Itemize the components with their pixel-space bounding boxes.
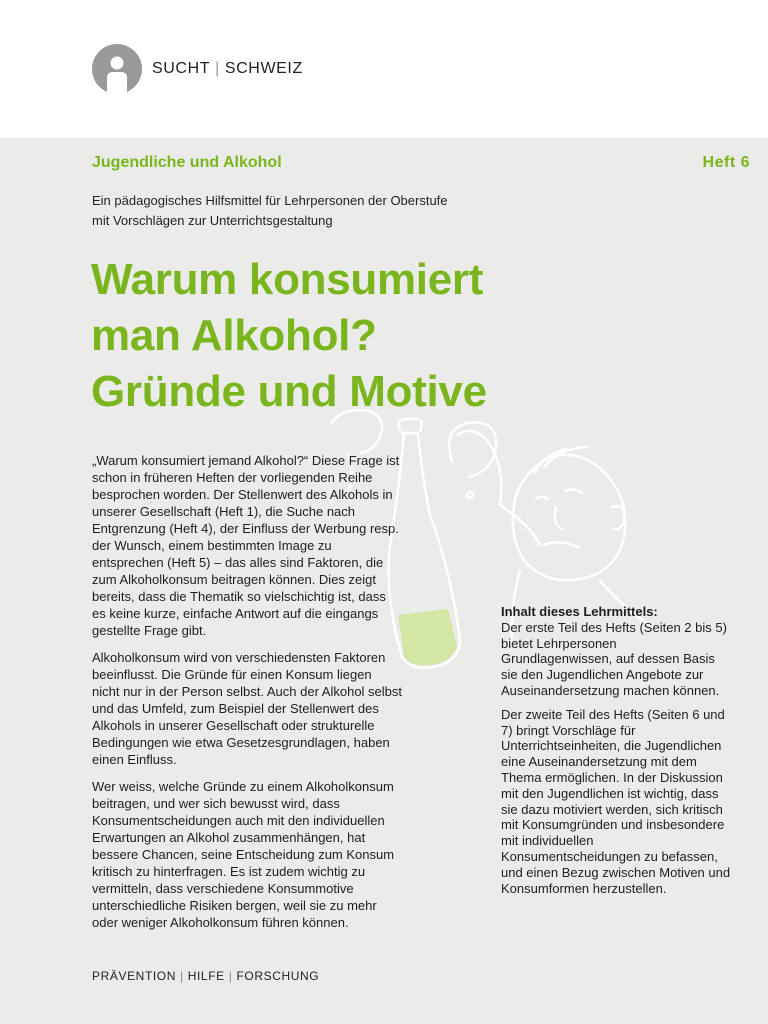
footer-separator-2: |	[228, 969, 233, 983]
footer-part-2: HILFE	[187, 969, 225, 983]
person-circle-icon	[92, 44, 142, 94]
sidebar-heading: Inhalt dieses Lehrmittels:	[501, 604, 658, 619]
sidebar-text-column	[501, 604, 731, 904]
sidebar-paragraph-1	[501, 604, 731, 699]
series-title: Jugendliche und Alkohol	[92, 154, 282, 171]
title-line-3: Gründe und Motive	[91, 367, 487, 416]
footer-separator-1: |	[180, 969, 184, 983]
footer-part-3: FORSCHUNG	[236, 969, 320, 983]
subtitle	[92, 191, 512, 231]
title-line-2: man Alkohol?	[91, 311, 377, 360]
page-header	[0, 0, 768, 138]
main-text-column	[92, 452, 402, 941]
footer-part-1: PRÄVENTION	[92, 969, 177, 983]
subtitle-line-1: Ein pädagogisches Hilfsmittel für Lehrpersonen der Oberstufe	[92, 193, 448, 208]
body-paragraph-2: Alkoholkonsum wird von verschiedensten Faktoren beeinflusst. Die Gründe für einen Konsum liegen nicht nur in der Person selbst. Auch der Alkohol selbst und das Umfeld, zum Beispiel der Stellenwert des Alkohols in unserer Gesellschaft oder strukturelle Bedingungen wie etwa Gesetzesgrundlagen, haben einen Einfluss.	[92, 650, 403, 767]
sidebar-paragraph-1-text: Der erste Teil des Hefts (Seiten 2 bis 5) bietet Lehrpersonen Grundlagenwissen, auf dessen Basis sie den Jugendlichen Angebote zur Auseinandersetzung machen können.	[501, 619, 727, 698]
body-paragraph-1: „Warum konsumiert jemand Alkohol?“ Diese Frage ist schon in früheren Heften der vorliegenden Reihe besprochen worden. Der Stellenwert des Alkohols in unserer Gesellschaft (Heft 1), die Suche nach Entgrenzung (Heft 4), der Einfluss der Werbung resp. der Wunsch, einem bestimmten Image zu entsprechen (Heft 5) – das alles sind Faktoren, die zum Alkoholkonsum beitragen können. Dies zeigt bereits, dass die Thematik so vielschichtig ist, dass es keine kurze, einfache Antwort auf die eingangs gestellte Frage gibt.	[92, 453, 400, 638]
brand-separator: |	[215, 60, 220, 77]
sidebar-paragraph-2: Der zweite Teil des Hefts (Seiten 6 und 7) bringt Vorschläge für Unterrichtseinheiten, die Jugendlichen eine Auseinandersetzung mit dem Thema ermöglichen. In der Diskussion mit den Jugendlichen ist wichtig, dass sie dazu motiviert werden, sich kritisch mit Konsumgründen und insbesondere mit individuellen Konsumentscheidungen zu befassen, und einen Bezug zwischen Motiven und Konsumformen herzustellen.	[501, 706, 731, 896]
page-footer	[92, 969, 319, 983]
brand-name-left: SUCHT	[152, 60, 211, 77]
brand-name-right: SCHWEIZ	[224, 60, 303, 77]
body-paragraph-3: Wer weiss, welche Gründe zu einem Alkoholkonsum beitragen, und wer sich bewusst wird, dass Konsumentscheidungen auch mit den individuellen Erwartungen an Alkohol zusammenhängen, hat bessere Chancen, seine Entscheidung zum Konsum kritisch zu hinterfragen. Es ist zudem wichtig zu vermitteln, dass verschiedene Konsummotive unterschiedliche Risiken bergen, weil sie zu mehr oder weniger Alkoholkonsum führen können.	[92, 779, 395, 930]
brand-name	[152, 60, 303, 78]
title-line-1: Warum konsumiert	[91, 255, 484, 304]
subtitle-line-2: mit Vorschlägen zur Unterrichtsgestaltung	[92, 213, 333, 228]
issue-number: Heft 6	[702, 154, 750, 171]
